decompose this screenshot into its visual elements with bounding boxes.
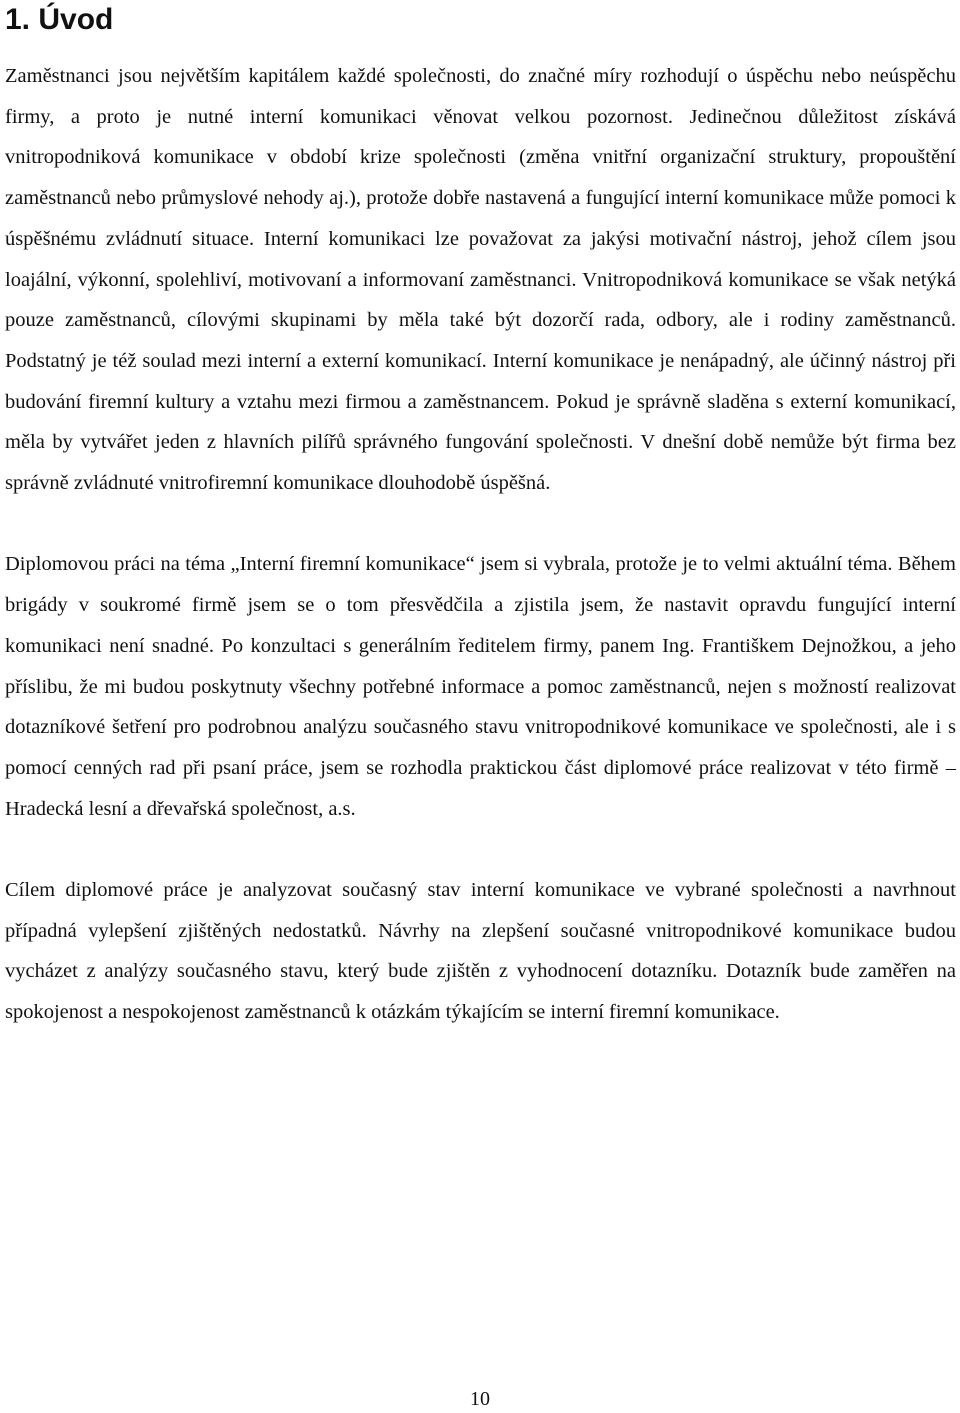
paragraph-motivation: Diplomovou práci na téma „Interní firemní komunikace“ jsem si vybrala, protože je to velmi aktuální téma. Během brigády v soukromé firmě jsem se o tom přesvědčila a zjistila jsem, že nastavit opravdu fungující interní komunikaci není snadné. Po konzultaci s generálním ředitelem firmy, panem Ing. Františkem Dejnožkou, a jeho příslibu, že mi budou poskytnuty všechny potřebné informace a pomoc zaměstnanců, nejen s možností realizovat dotazníkové šetření pro podrobnou analýzu současného stavu vnitropodnikové komunikace ve společnosti, ale i s pomocí cenných rad při psaní práce, jsem se rozhodla praktickou část diplomové práce realizovat v této firmě – Hradecká lesní a dřevařská společnost, a.s. — [5, 553, 956, 820]
body-text — [5, 56, 956, 1074]
paragraph-intro: Zaměstnanci jsou největším kapitálem každé společnosti, do značné míry rozhodují o úspěchu nebo neúspěchu firmy, a proto je nutné interní komunikaci věnovat velkou pozornost. Jedinečnou důležitost získává vnitropodniková komunikace v období krize společnosti (změna vnitřní organizační struktury, propouštění zaměstnanců nebo průmyslové nehody aj.), protože dobře nastavená a fungující interní komunikace může pomoci k úspěšnému zvládnutí situace. Interní komunikaci lze považovat za jakýsi motivační nástroj, jehož cílem jsou loajální, výkonní, spolehliví, motivovaní a informovaní zaměstnanci. Vnitropodniková komunikace se však netýká pouze zaměstnanců, cílovými skupinami by měla také být dozorčí rada, odbory, ale i rodiny zaměstnanců. Podstatný je též soulad mezi interní a externí komunikací. Interní komunikace je nenápadný, ale účinný nástroj při budování firemní kultury a vztahu mezi firmou a zaměstnancem. Pokud je správně sladěna s externí komunikací, měla by vytvářet jeden z hlavních pilířů správného fungování společnosti. V dnešní době nemůže být firma bez správně zvládnuté vnitrofiremní komunikace dlouhodobě úspěšná. — [5, 65, 956, 495]
page-title: 1. Úvod — [5, 3, 114, 36]
paragraph-goal: Cílem diplomové práce je analyzovat současný stav interní komunikace ve vybrané společnosti a navrhnout případná vylepšení zjištěných nedostatků. Návrhy na zlepšení současné vnitropodnikové komunikace budou vycházet z analýzy současného stavu, který bude zjištěn z vyhodnocení dotazníku. Dotazník bude zaměřen na spokojenost a nespokojenost zaměstnanců k otázkám týkajícím se interní firemní komunikace. — [5, 879, 956, 1024]
page-number: 10 — [470, 1388, 490, 1410]
